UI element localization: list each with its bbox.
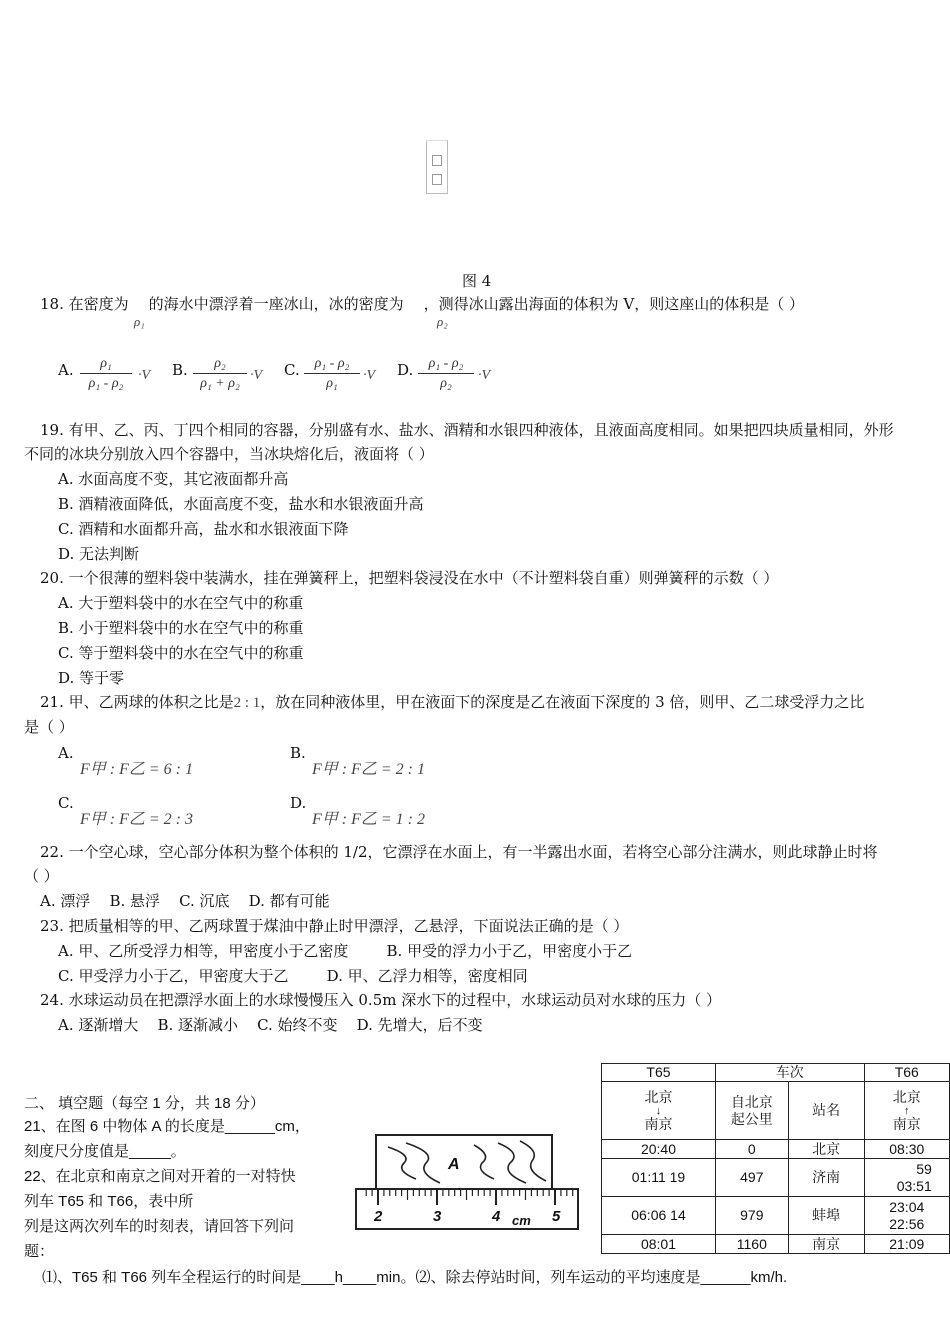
- col-distance-label: 自北京起公里: [730, 1093, 773, 1127]
- station-nanjing: 南京: [788, 1235, 864, 1254]
- q23-stem: 23. 把质量相等的甲、乙两球置于煤油中静止时甲漂浮，乙悬浮，下面说法正确的是（ ）: [40, 917, 629, 935]
- q18-option-b-fraction: [193, 356, 247, 392]
- q22-stem-line1: 22. 一个空心球，空心部分体积为整个体积的 1/2，它漂浮在水面上，有一半露出水面，若将空心部分注满水，则此球静止时将: [40, 843, 878, 861]
- table-row: [602, 1159, 950, 1197]
- q18-rho1: ρ₁: [134, 314, 145, 329]
- direction-t65-from: 北京: [644, 1088, 673, 1105]
- q21-ratio: 2 : 1: [233, 695, 261, 711]
- ruler-tick-label-2: 2: [374, 1208, 383, 1225]
- q18-option-a-fraction: [80, 356, 132, 392]
- up-arrow-icon: ↑: [904, 1104, 910, 1117]
- t66-time-bengbu: [864, 1197, 949, 1235]
- ruler-unit: cm: [512, 1213, 531, 1228]
- table-row: [602, 1197, 950, 1235]
- ruler-tick-label-4: 4: [492, 1208, 501, 1225]
- q21-stem-line1: [40, 690, 864, 716]
- q24-stem: 24. 水球运动员在把漂浮水面上的水球慢慢压入 0.5m 深水下的过程中，水球运动员对水球的压力（ ）: [40, 991, 722, 1009]
- station-bengbu: 蚌埠: [788, 1197, 864, 1235]
- t65-time-bengbu: [602, 1197, 716, 1235]
- q19-option-b: B. 酒精液面降低，水面高度不变，盐水和水银液面升高: [58, 495, 424, 513]
- q21-option-b-expr: F甲 : F乙 = 2 : 1: [312, 761, 426, 778]
- q21-option-a-label: A.: [58, 744, 74, 762]
- q20-stem: 20. 一个很薄的塑料袋中装满水，挂在弹簧秤上，把塑料袋浸没在水中（不计塑料袋自重）则弹簧秤的示数（ ）: [40, 569, 779, 587]
- q18-option-d-tail: ·V: [478, 368, 491, 383]
- table-row: [602, 1235, 950, 1254]
- q19-stem-line1: 19. 有甲、乙、丙、丁四个相同的容器，分别盛有水、盐水、酒精和水银四种液体，且液面高度相同。如果把四块质量相同，外形: [40, 421, 894, 439]
- down-arrow-icon: ↓: [655, 1104, 662, 1117]
- t66-time-jinan: [864, 1159, 949, 1197]
- t65-time-jinan-text: 01:11 19: [631, 1169, 686, 1185]
- q19-option-a: A. 水面高度不变，其它液面都升高: [58, 470, 289, 488]
- t66-time-jinan-text: 59 03:51: [896, 1160, 932, 1194]
- q20-option-d: D. 等于零: [58, 669, 125, 687]
- q21-option-d-label: D.: [290, 794, 307, 812]
- q18-option-d-den: ρ₂: [440, 376, 452, 391]
- q18-option-c-num: ρ₁ - ρ₂: [304, 356, 360, 374]
- ruler-tick-label-3: 3: [433, 1208, 442, 1225]
- fill21-line2: 刻度尺分度值是_____。: [24, 1143, 186, 1160]
- fill22-line2: 列车 T65 和 T66，表中所: [24, 1193, 194, 1210]
- q18-option-a-den: ρ₁ - ρ₂: [88, 376, 124, 391]
- col-station: 站名: [788, 1082, 864, 1140]
- section2-title: 二、 填空题（每空 1 分，共 18 分）: [24, 1095, 265, 1112]
- q21-option-c-expr: F甲 : F乙 = 2 : 3: [80, 811, 194, 828]
- direction-t65: [602, 1082, 716, 1140]
- q18-rho2: ρ₂: [437, 314, 448, 329]
- q21-stem-b: ，放在同种液体里，甲在液面下的深度是乙在液面下深度的 3 倍，则甲、乙二球受浮力之比: [260, 693, 865, 711]
- figure-4-box-bottom: [432, 174, 442, 185]
- t65-time-jinan: [602, 1159, 716, 1197]
- t65-time-nanjing: 08:01: [602, 1235, 716, 1254]
- timetable-direction-row: [602, 1082, 950, 1140]
- ruler-tick-label-5: 5: [552, 1208, 561, 1225]
- q18-option-b-label: B.: [172, 361, 188, 379]
- q21-option-a-expr: F甲 : F乙 = 6 : 1: [80, 761, 194, 778]
- q18-option-d-fraction: [418, 356, 474, 392]
- distance-jinan: 497: [715, 1159, 788, 1197]
- q18-option-b-den: ρ₁ + ρ₂: [200, 376, 240, 391]
- figure-4-box-top: [432, 155, 442, 166]
- q18-stem: [40, 292, 804, 317]
- q22-stem-line2: （ ）: [24, 867, 59, 885]
- header-t65: T65: [602, 1064, 716, 1082]
- t66-time-beijing: 08:30: [864, 1140, 949, 1159]
- q18-option-a-label: A.: [58, 361, 74, 379]
- fill22-line1: 22、在北京和南京之间对开着的一对特快: [24, 1168, 296, 1185]
- station-beijing: 北京: [788, 1140, 864, 1159]
- fill22-question: ⑴、T65 和 T66 列车全程运行的时间是____h____min。⑵、除去停站时间，列车运动的平均速度是______km/h.: [42, 1269, 788, 1286]
- ruler-figure: [352, 1133, 582, 1233]
- timetable-header-row: [602, 1064, 950, 1082]
- fill21-line1: 21、在图 6 中物体 A 的长度是______cm，: [24, 1118, 310, 1135]
- q19-option-c: C. 酒精和水面都升高，盐水和水银液面下降: [58, 520, 349, 538]
- q18-option-b-tail: ·V: [250, 368, 263, 383]
- q21-stem-line2: 是（ ）: [24, 718, 74, 736]
- q18-option-c-den: ρ₁: [326, 376, 338, 391]
- object-a-block: [376, 1135, 552, 1189]
- q18-option-a-num: ρ₁: [80, 356, 132, 374]
- table-row: [602, 1140, 950, 1159]
- t65-time-beijing: 20:40: [602, 1140, 716, 1159]
- header-t66: T66: [864, 1064, 949, 1082]
- distance-nanjing: 1160: [715, 1235, 788, 1254]
- q21-option-c-label: C.: [58, 794, 74, 812]
- q18-option-c-tail: ·V: [363, 368, 376, 383]
- train-timetable: [601, 1063, 950, 1254]
- header-train-no: 车次: [715, 1064, 864, 1082]
- q23-options-row2: C. 甲受浮力小于乙，甲密度大于乙 D. 甲、乙浮力相等，密度相同: [58, 967, 528, 985]
- figure-4-caption: 图 4: [462, 272, 492, 290]
- direction-t66: [864, 1082, 949, 1140]
- q21-stem-a: 21. 甲、乙两球的体积之比是: [40, 693, 234, 711]
- q18-stem-c: ，测得冰山露出海面的体积为 V，则这座山的体积是（ ）: [423, 295, 805, 313]
- t66-time-nanjing: 21:09: [864, 1235, 949, 1254]
- distance-beijing: 0: [715, 1140, 788, 1159]
- direction-t66-top: 北京: [892, 1088, 921, 1105]
- q18-stem-b: 的海水中漂浮着一座冰山，冰的密度为: [148, 295, 404, 313]
- q18-option-d-label: D.: [397, 361, 414, 379]
- figure-4-image: [426, 140, 448, 194]
- fill22-line3: 列是这两次列车的时刻表，请回答下列问: [24, 1218, 295, 1235]
- q18-option-b-num: ρ₂: [193, 356, 247, 374]
- q24-options: A. 逐渐增大 B. 逐渐减小 C. 始终不变 D. 先增大，后不变: [58, 1016, 483, 1034]
- q22-options: A. 漂浮 B. 悬浮 C. 沉底 D. 都有可能: [40, 892, 330, 910]
- q19-stem-line2: 不同的冰块分别放入四个容器中，当冰块熔化后，液面将（ ）: [24, 445, 434, 463]
- q23-options-row1: A. 甲、乙所受浮力相等，甲密度小于乙密度 B. 甲受的浮力小于乙，甲密度小于乙: [58, 942, 633, 960]
- t66-time-bengbu-text: 23:04 22:56: [889, 1198, 925, 1232]
- q18-option-a-tail: ·V: [138, 368, 151, 383]
- fill22-line4: 题：: [24, 1243, 55, 1260]
- q18-option-d-num: ρ₁ - ρ₂: [418, 356, 474, 374]
- distance-bengbu: 979: [715, 1197, 788, 1235]
- station-jinan: 济南: [788, 1159, 864, 1197]
- q21-option-b-label: B.: [290, 744, 306, 762]
- direction-t65-to: 南京: [644, 1115, 673, 1132]
- q20-option-c: C. 等于塑料袋中的水在空气中的称重: [58, 644, 304, 662]
- q21-option-d-expr: F甲 : F乙 = 1 : 2: [312, 811, 426, 828]
- q20-option-b: B. 小于塑料袋中的水在空气中的称重: [58, 619, 304, 637]
- q18-stem-a: 18. 在密度为: [40, 295, 129, 313]
- t65-time-bengbu-text: 06:06 14: [631, 1207, 686, 1223]
- q19-option-d: D. 无法判断: [58, 545, 140, 563]
- col-distance: [715, 1082, 788, 1140]
- q18-option-c-fraction: [304, 356, 360, 392]
- object-a-label: A: [448, 1156, 460, 1173]
- direction-t66-bottom: 南京: [892, 1115, 921, 1132]
- q18-option-c-label: C.: [284, 361, 300, 379]
- q20-option-a: A. 大于塑料袋中的水在空气中的称重: [58, 594, 304, 612]
